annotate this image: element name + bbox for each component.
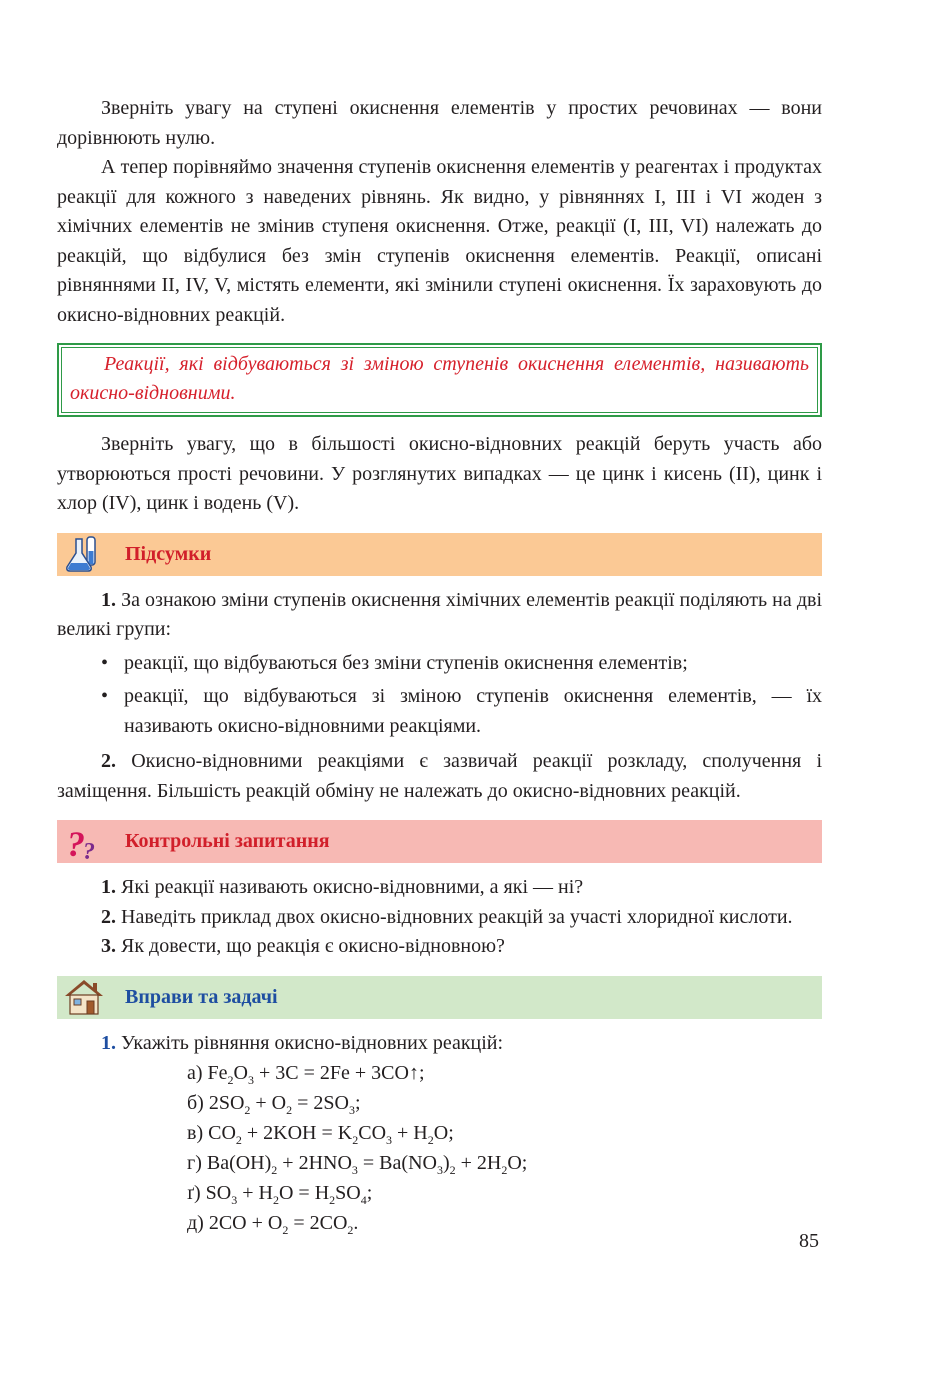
equations-list [57,1058,822,1238]
question-item: 2. Наведіть приклад двох окисно-відновних реакцій за участі хлоридної кислоти. [101,905,793,928]
question-marks-icon [57,820,111,863]
exercises-header [57,976,822,1019]
equation-item: б) $2SO_2 + O_2 = 2SO_3$; [187,1092,361,1117]
summary-item-1: 1. За ознакою зміни ступенів окиснення хімічних елементів реакції поділяють на дві великі групи: [57,588,823,640]
flask-icon [57,533,111,576]
svg-text:?: ? [83,839,95,863]
summary-title: Підсумки [125,542,212,565]
questions-title: Контрольні запитання [125,830,330,852]
equation-item: а) $Fe_2O_3 + 3C = 2Fe$ + 3CO↑; [187,1062,425,1087]
question-item: 3. Як довести, що реакція є окисно-відновною? [101,935,505,957]
equation-item: в) $CO_2 + 2KOH = K_2CO_3 + H_2O$; [187,1122,454,1147]
definition-text: Реакції, які відбуваються зі зміною ступенів окиснення елементів, називають окисно-відновними. [70,353,809,404]
summary-item-2: 2. Окисно-відновними реакціями є зазвичай реакції розкладу, сполучення і заміщення. Більшість реакцій обміну не належать до окисно-відновних реакцій. [57,750,822,802]
equation-item: г) $Ba(OH)_2 + 2HNO_3 = Ba(NO_3)_2 + 2H_2O$; [187,1152,528,1177]
paragraph-1: Зверніть увагу на ступені окиснення елементів у простих речовинах — вони дорівнюють нулю. [57,97,822,149]
paragraph-3: Зверніть увагу, що в більшості окисно-відновних реакцій беруть участь або утворюються прості речовини. У розглянутих випадках — це цинк і кисень (II), цинк і хлор (IV), цинк і водень (V). [57,433,822,514]
equation-item: д) $2CO + O_2 = 2CO_2$. [187,1212,359,1237]
question-item: 1. Які реакції називають окисно-відновними, а які — ні? [101,876,584,898]
page-content [57,94,822,1238]
exercises-title: Вправи та задачі [125,985,278,1008]
exercise-task-1: 1. Укажіть рівняння окисно-відновних реакцій: [101,1031,504,1054]
list-item: • реакції, що відбуваються зі зміною ступенів окиснення елементів, — їх називають окисно-відновними реакціями. [101,685,822,737]
summary-header [57,533,822,576]
equation-item: ґ) $SO_3 + H_2O = H_2SO_4$; [187,1182,373,1207]
questions-header [57,820,822,863]
paragraph-2: А тепер порівняймо значення ступенів окиснення елементів у реагентах і продуктах реакції для кожного з наведених рівнянь. Як видно, у рівняннях I, III і VI жоден з хімічних елементів не змінив ступеня окиснення. Отже, реакції (I, III, VI) належать до реакцій, що відбулися без змін ступенів окиснення елементів. Реакції, описані рівняннями II, IV, V, містять елементи, які змінили ступені окиснення. Їх зараховують до окисно-відновних реакцій. [57,156,822,326]
summary-bullets [57,649,822,742]
house-icon [57,976,111,1019]
definition-box [57,343,822,417]
svg-text:?: ? [67,824,85,863]
list-item: • реакції, що відбуваються без зміни ступенів окиснення елементів; [101,651,688,674]
page-number: 85 [799,1230,819,1252]
